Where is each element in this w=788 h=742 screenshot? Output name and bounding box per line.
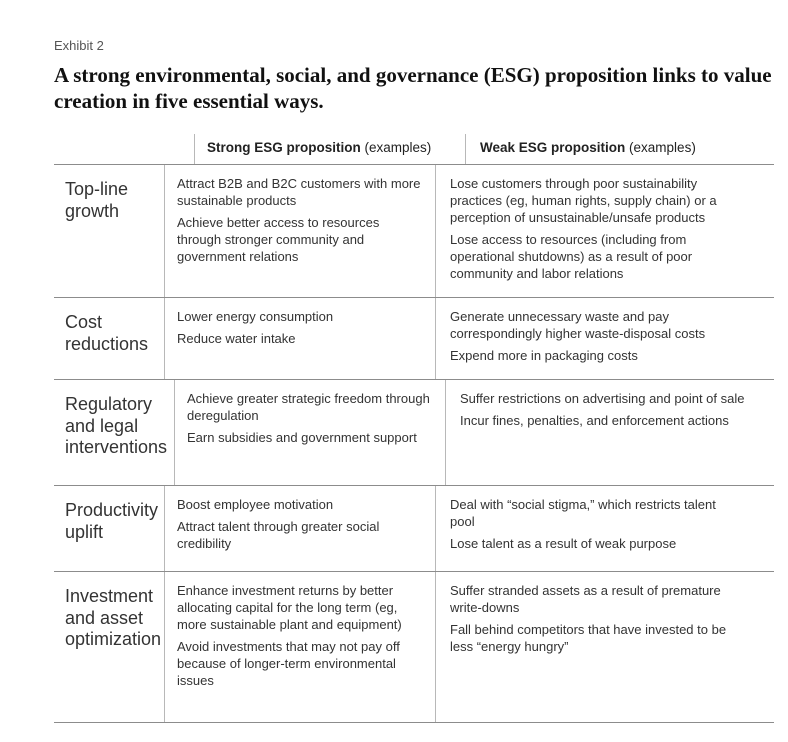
weak-item: Lose customers through poor sustainability practices (eg, human rights, supply chain) or a perception of unsustainable/unsafe products [450, 176, 717, 225]
strong-cell [164, 572, 435, 722]
header-weak-label: Weak ESG proposition [480, 140, 626, 155]
strong-item: Lower energy consumption [177, 309, 334, 324]
weak-item: Expend more in packaging costs [450, 348, 638, 363]
table-bottom-rule [54, 722, 774, 723]
row-category: Regulatory and legal interventions [65, 394, 168, 457]
weak-item: Lose access to resources (including from operational shutdowns) as a result of poor community and labor relations [450, 232, 693, 281]
table-row [54, 485, 774, 571]
strong-cell [164, 486, 435, 571]
header-strong-note: (examples) [364, 140, 432, 155]
strong-item: Avoid investments that may not pay off because of longer-term environmental issues [177, 639, 400, 688]
weak-item: Deal with “social stigma,” which restricts talent pool [450, 497, 716, 529]
weak-item: Generate unnecessary waste and pay correspondingly higher waste-disposal costs [450, 309, 706, 341]
exhibit-label: Exhibit 2 [54, 38, 104, 53]
strong-item: Attract B2B and B2C customers with more sustainable products [177, 176, 421, 208]
strong-cell [164, 298, 435, 379]
weak-cell [435, 165, 744, 297]
header-strong-label: Strong ESG proposition [207, 140, 361, 155]
strong-item: Enhance investment returns by better allocating capital for the long term (eg, more sustainable plant and equipment) [177, 583, 402, 632]
weak-item: Fall behind competitors that have invested to be less “energy hungry” [450, 622, 727, 654]
table-header [54, 134, 774, 164]
strong-cell [174, 380, 445, 485]
weak-cell [445, 380, 754, 485]
strong-item: Earn subsidies and government support [187, 430, 417, 445]
header-weak [465, 134, 774, 164]
strong-item: Boost employee motivation [177, 497, 334, 512]
strong-item: Achieve greater strategic freedom through deregulation [187, 391, 430, 423]
table-row [54, 297, 774, 379]
weak-item: Suffer restrictions on advertising and point of sale [460, 391, 745, 406]
weak-cell [435, 298, 744, 379]
strong-item: Reduce water intake [177, 331, 296, 346]
weak-item: Incur fines, penalties, and enforcement actions [460, 413, 729, 428]
table-row [54, 164, 774, 297]
esg-table [54, 134, 774, 723]
weak-cell [435, 486, 744, 571]
row-category: Investment and asset optimization [65, 586, 162, 649]
strong-item: Achieve better access to resources through stronger community and government relations [177, 215, 380, 264]
exhibit-title: A strong environmental, social, and governance (ESG) proposition links to value creation in five essential ways. [54, 63, 772, 113]
strong-cell [164, 165, 435, 297]
header-strong [194, 134, 465, 164]
weak-item: Lose talent as a result of weak purpose [450, 536, 677, 551]
row-category: Cost reductions [65, 312, 149, 354]
table-row [54, 571, 774, 722]
weak-cell [435, 572, 744, 722]
row-category: Top-line growth [65, 179, 129, 221]
table-row [54, 379, 774, 485]
header-weak-note: (examples) [629, 140, 696, 155]
header-empty-cell [54, 134, 194, 164]
strong-item: Attract talent through greater social credibility [177, 519, 380, 551]
weak-item: Suffer stranded assets as a result of premature write-downs [450, 583, 721, 615]
row-category: Productivity uplift [65, 500, 159, 542]
